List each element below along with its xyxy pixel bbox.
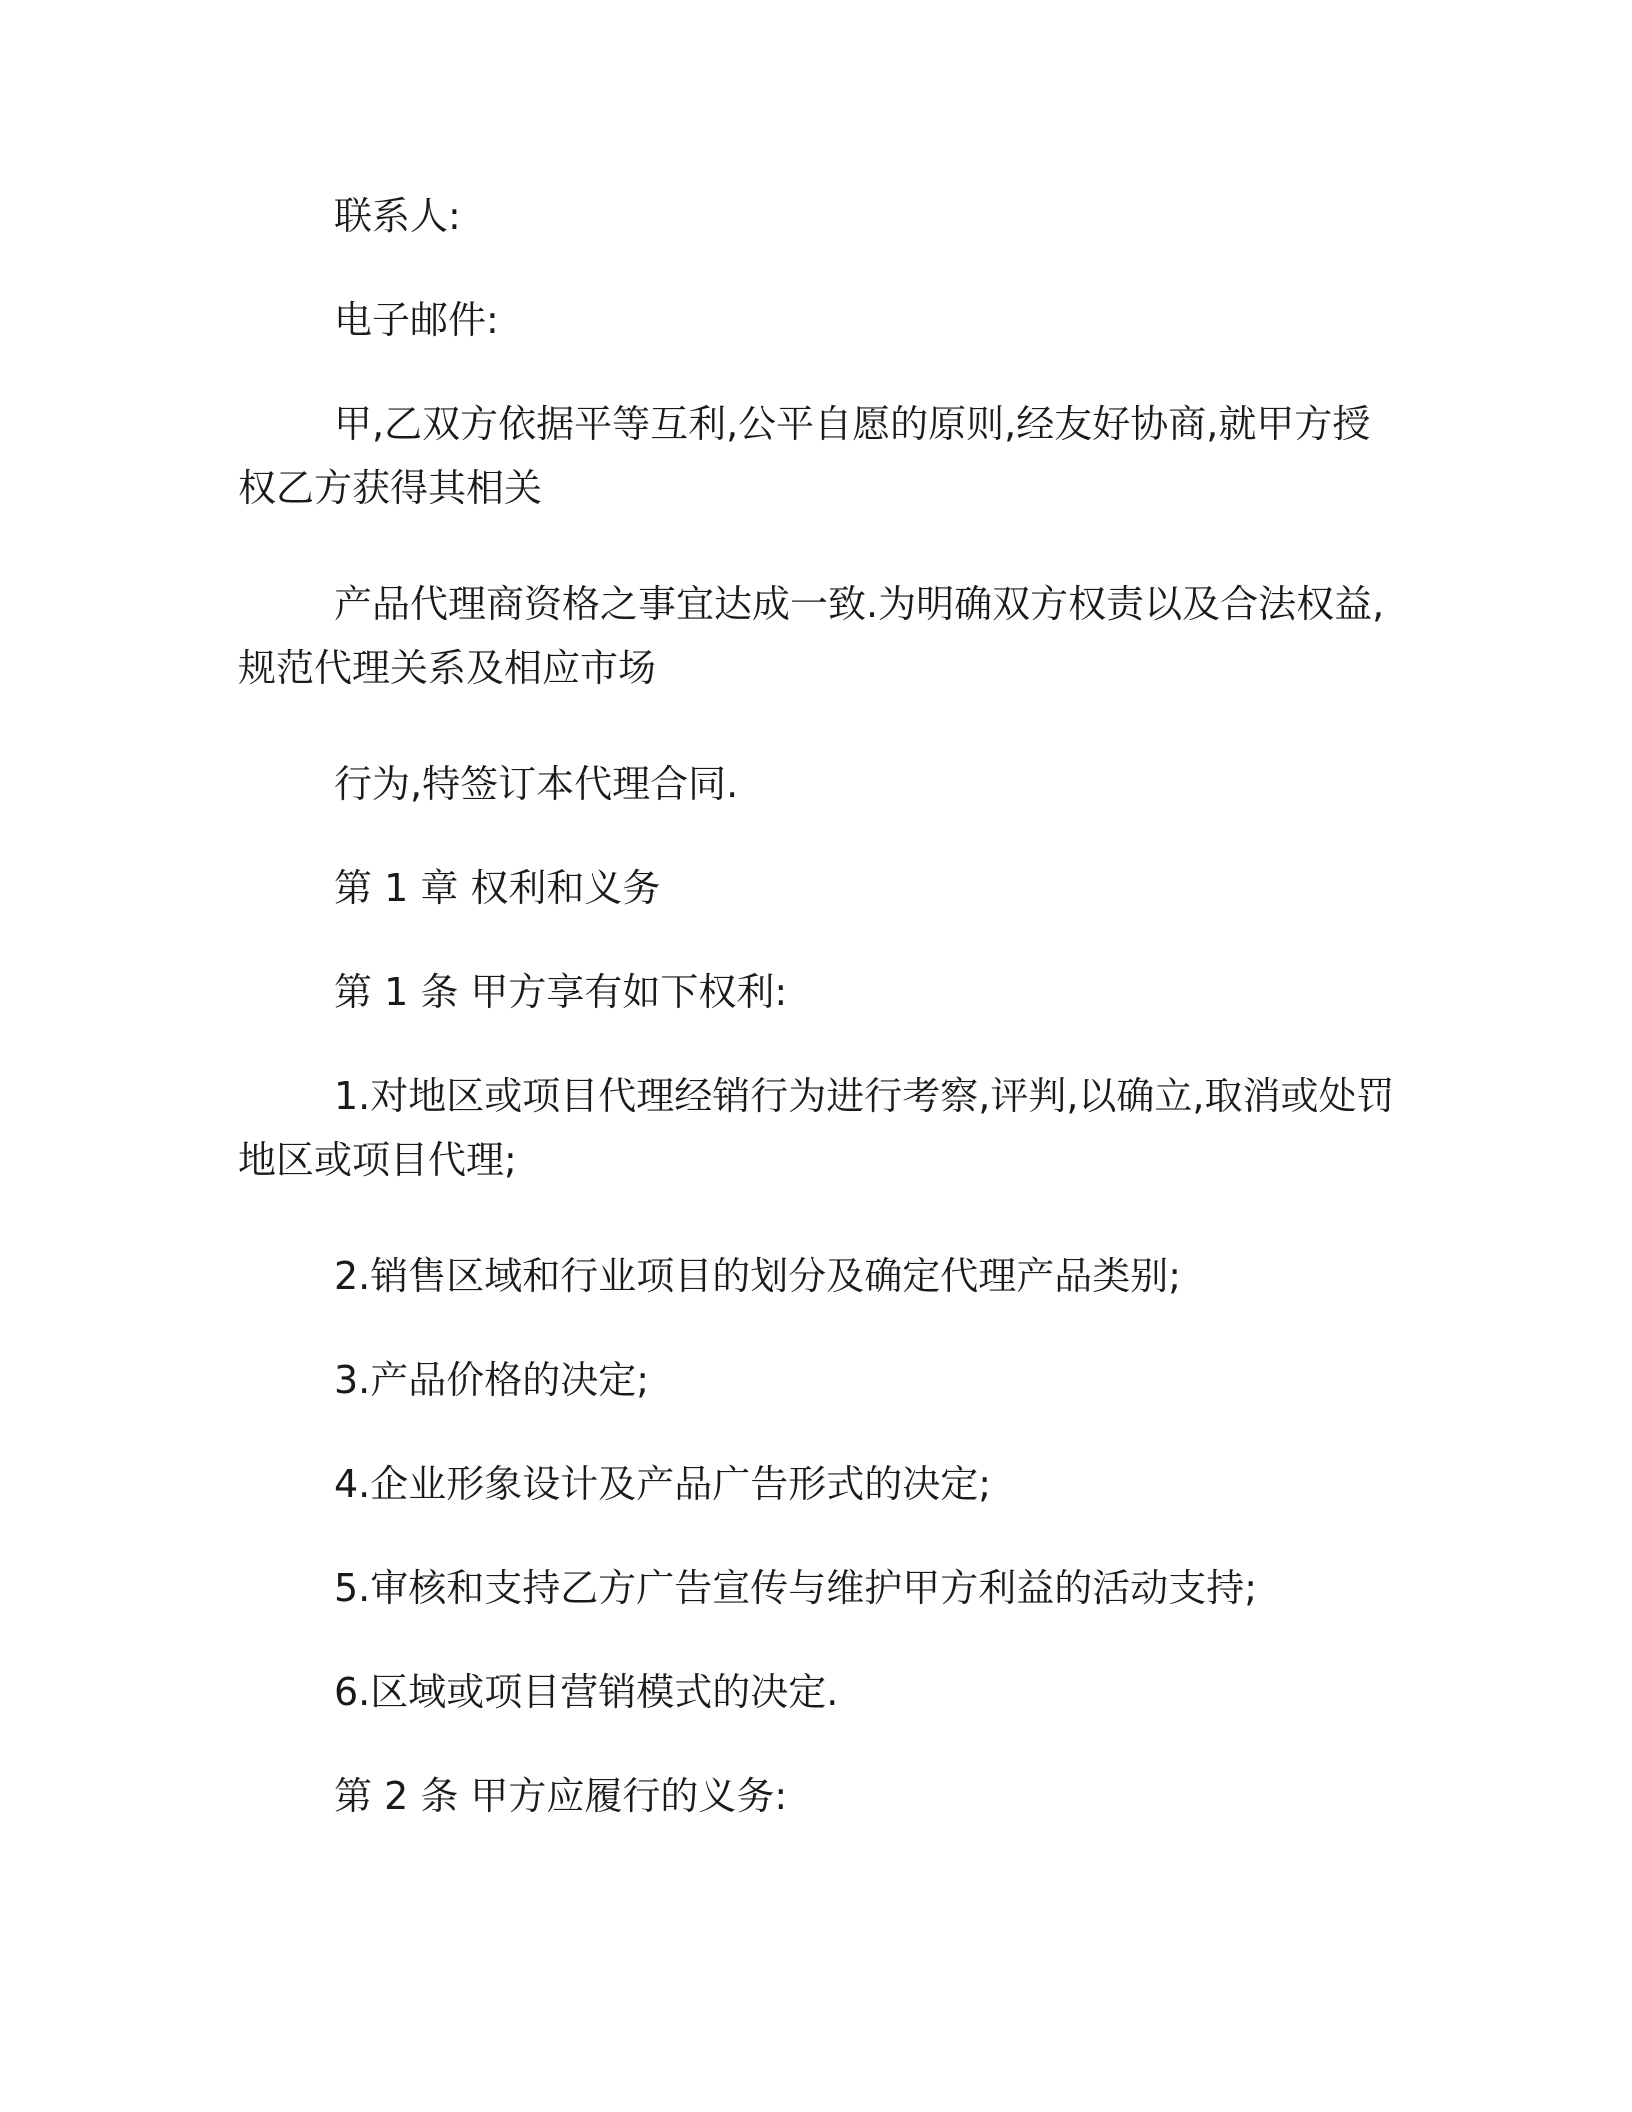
- article-1-item-6: 6.区域或项目营销模式的决定.: [334, 1670, 839, 1714]
- article-1-item-3: 3.产品价格的决定;: [334, 1358, 650, 1402]
- article-1-item-4: 4.企业形象设计及产品广告形式的决定;: [334, 1462, 992, 1506]
- article-1-item-2: 2.销售区域和行业项目的划分及确定代理产品类别;: [334, 1254, 1182, 1298]
- preamble-paragraph-1: 甲,乙双方依据平等互利,公平自愿的原则,经友好协商,就甲方授权乙方获得其相关: [238, 402, 1371, 510]
- preamble-paragraph-2: 产品代理商资格之事宜达成一致.为明确双方权责以及合法权益,规范代理关系及相应市场: [238, 582, 1385, 690]
- preamble-paragraph-3: 行为,特签订本代理合同.: [334, 762, 739, 806]
- article-1-item-1: 1.对地区或项目代理经销行为进行考察,评判,以确立,取消或处罚地区或项目代理;: [238, 1074, 1395, 1182]
- article-1-item-5: 5.审核和支持乙方广告宣传与维护甲方利益的活动支持;: [334, 1566, 1258, 1610]
- contact-person-line: 联系人:: [334, 194, 461, 238]
- article-2-heading: 第 2 条 甲方应履行的义务:: [334, 1774, 788, 1818]
- email-line: 电子邮件:: [334, 298, 499, 342]
- chapter-1-heading: 第 1 章 权利和义务: [334, 866, 661, 910]
- article-1-heading: 第 1 条 甲方享有如下权利:: [334, 970, 788, 1014]
